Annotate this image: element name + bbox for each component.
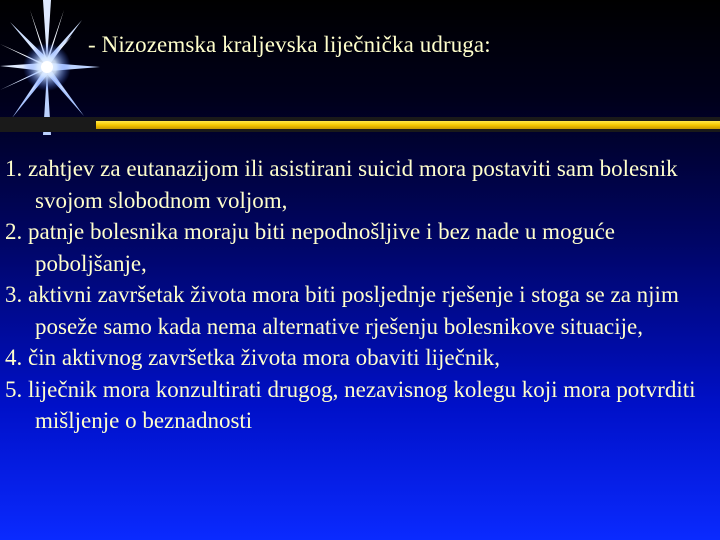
slide-title: - Nizozemska kraljevska liječnička udruga: [88,32,491,57]
list-item: 5. liječnik mora konzultirati drugog, nezavisnog kolegu koji mora potvrditi mišljenje o beznadnosti [5,376,696,433]
list-item: 2. patnje bolesnika moraju biti nepodnošljive i bez nade u moguće poboljšanje, [5,219,615,276]
point-list [5,153,717,437]
starburst-icon [0,0,100,135]
list-item: 4. čin aktivnog završetka života mora obaviti liječnik, [5,345,500,370]
divider-accent [96,121,720,129]
title-divider-bar [0,117,720,132]
list-item: 1. zahtjev za eutanazijom ili asistirani suicid mora postaviti sam bolesnik svojom slobodnom voljom, [5,156,678,213]
list-item: 3. aktivni završetak života mora biti posljednje rješenje i stoga se za njim poseže samo kada nema alternative rješenju bolesnikove situacije, [5,282,679,339]
